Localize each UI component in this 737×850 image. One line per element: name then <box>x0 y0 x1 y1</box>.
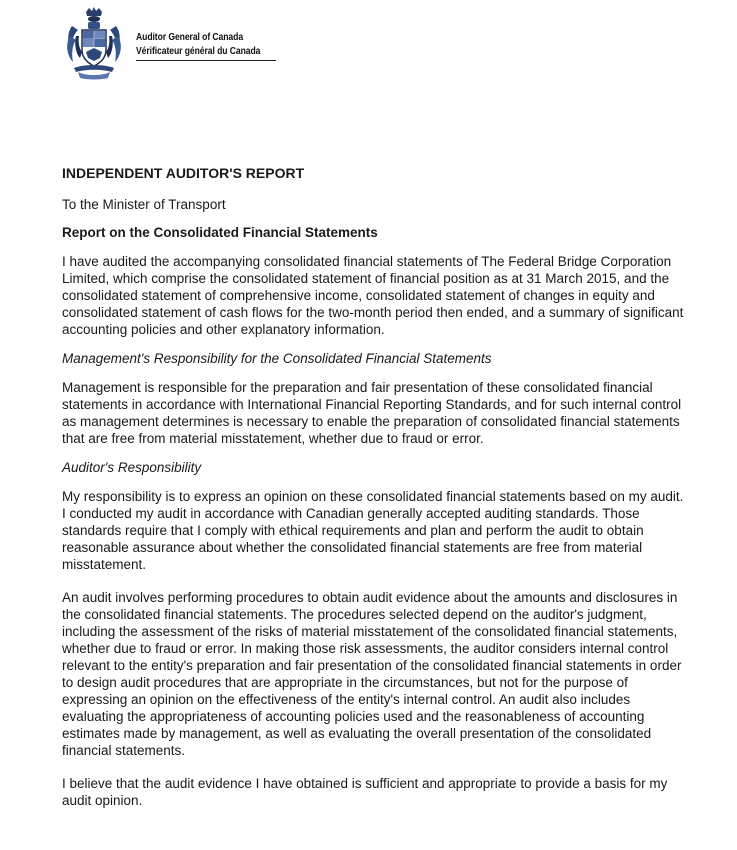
letterhead <box>62 6 292 80</box>
management-responsibility-paragraph: Management is responsible for the preparation and fair presentation of these consolidated financial statements in accordance with International Financial Reporting Standards, and for such internal control as management determines is necessary to enable the preparation of consolidated financial statements that are free from material misstatement, whether due to fraud or error. <box>62 380 682 446</box>
management-responsibility-heading: Management's Responsibility for the Consolidated Financial Statements <box>62 351 492 366</box>
auditor-responsibility-paragraph-2: An audit involves performing procedures to obtain audit evidence about the amounts and disclosures in the consolidated financial statements. The procedures selected depend on the auditor's judgment, including the assessment of the risks of material misstatement of the consolidated financial statements, whether due to fraud or error. In making those risk assessments, the auditor considers internal control relevant to the entity's preparation and fair presentation of the consolidated financial statements in order to design audit procedures that are appropriate in the circumstances, but not for the purpose of expressing an opinion on the effectiveness of the entity's internal control. An audit also includes evaluating the appropriateness of accounting policies used and the reasonableness of accounting estimates made by management, as well as evaluating the overall presentation of the consolidated financial statements. <box>62 590 682 758</box>
report-addressee: To the Minister of Transport <box>62 197 226 212</box>
section-heading: Report on the Consolidated Financial Statements <box>62 225 378 240</box>
report-title: INDEPENDENT AUDITOR'S REPORT <box>62 165 305 181</box>
organization-name-english: Auditor General of Canada <box>136 31 244 43</box>
organization-name-french: Vérificateur général du Canada <box>136 45 261 57</box>
auditor-responsibility-paragraph-1: My responsibility is to express an opinion on these consolidated financial statements based on my audit. I conducted my audit in accordance with Canadian generally accepted auditing standards. Those standards require that I comply with ethical requirements and plan and perform the audit to obtain reasonable assurance about whether the consolidated financial statements are free from material misstatement. <box>62 489 684 572</box>
letterhead-rule <box>136 60 276 61</box>
intro-paragraph: I have audited the accompanying consolidated financial statements of The Federal Bridge Corporation Limited, which comprise the consolidated statement of financial position as at 31 March 2015, and the consolidated statement of comprehensive income, consolidated statement of changes in equity and consolidated statement of cash flows for the two-month period then ended, and a summary of significant accounting policies and other explanatory information. <box>62 254 684 337</box>
organization-name <box>136 30 276 61</box>
coat-of-arms-icon <box>64 6 124 80</box>
auditor-responsibility-paragraph-3: I believe that the audit evidence I have obtained is sufficient and appropriate to provide a basis for my audit opinion. <box>62 776 668 808</box>
auditor-responsibility-heading: Auditor's Responsibility <box>62 460 202 475</box>
report-body <box>62 164 732 821</box>
